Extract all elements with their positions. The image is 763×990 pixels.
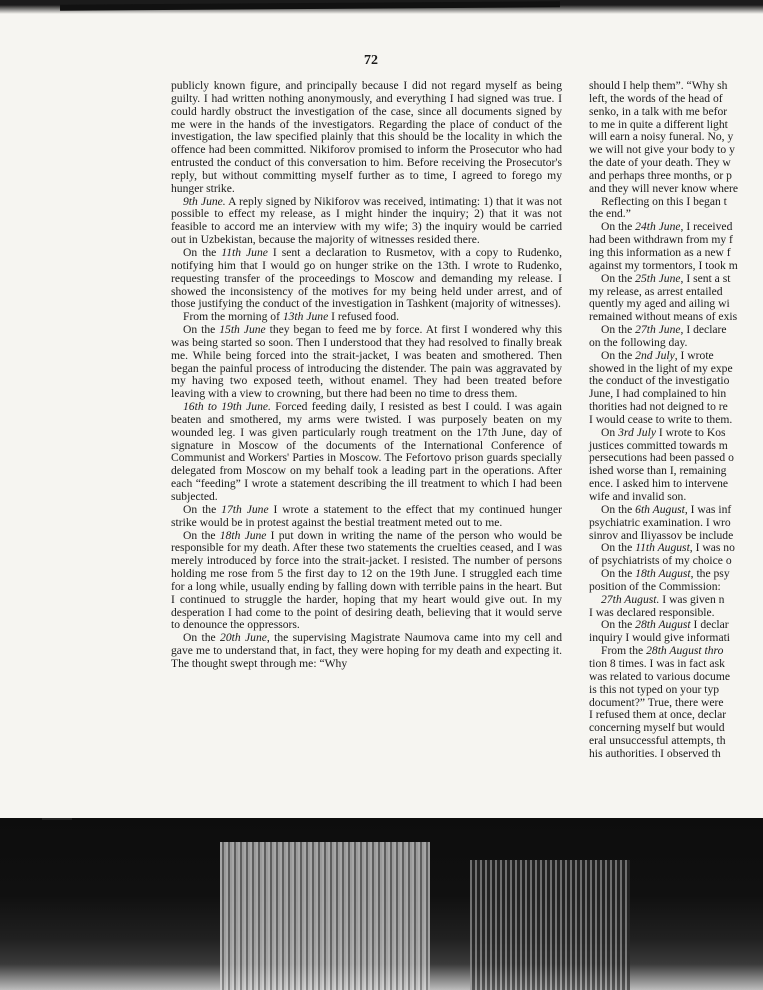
paragraph-text: I sent a declaration to Rusmetov, with a copy to Rudenko, notifying him that I would go on hunger strike on the 13th. I wrote to Rudenko, requesting transfer of the proceedings to Moscow and demanding my release. I showed the inconsistency of the motives for my being held under arrest, and of those justifying the conduct of the investigation in Tashkent (majority of witnesses). (171, 245, 562, 311)
paragraph-text: On the (183, 323, 220, 337)
paragraph-text: On the (183, 502, 222, 516)
paragraph-text: , I received (680, 220, 733, 234)
paragraph-text: On the (183, 528, 220, 542)
paragraph-text: On the (183, 631, 221, 645)
paragraph-text: the date of your death. They w (589, 156, 731, 170)
paragraph-text: Forced feeding daily, I resisted as best I could. I was again beaten and smothered, my arms were twisted. I was purposely beaten on my wounded leg. I was given particularly rough treatment on the 17th June, day of signature in Moscow of the documents of the International Conference of Communist and Workers' Parties in Moscow. The Fefortovo prison guards specially delegated from Moscow on my behalf took a leading part in the operations. After each “feeding” I wrote a statement describing the ill treatment to which I had been subjected. (171, 400, 562, 503)
paragraph-text: I would cease to write to them. (589, 412, 733, 426)
paragraph-text: Reflecting on this I began t (601, 194, 727, 208)
paragraph-text: ished worse than I, remaining (589, 464, 727, 478)
paragraph (171, 80, 562, 196)
paragraph-text: ence. I asked him to intervene (589, 477, 729, 491)
date-emphasis: 2nd July (635, 348, 675, 362)
date-emphasis: 9th June. (183, 194, 226, 208)
date-emphasis: 11th August (635, 541, 690, 555)
paragraph-text: , I wrote (674, 348, 714, 362)
date-emphasis: 27th June (635, 323, 681, 337)
date-emphasis: 15th June (219, 323, 266, 337)
paragraph-text: is this not typed on your typ (589, 682, 720, 696)
paragraph-text: the end.” (589, 207, 631, 221)
paragraph-text: senko, in a talk with me befor (589, 104, 728, 118)
paragraph-text: On the (601, 323, 636, 337)
scan-bottom-artifact-2 (470, 860, 630, 990)
date-emphasis: 18th August (635, 567, 691, 581)
paragraph (171, 632, 562, 671)
paragraph-text: I refused them at once, declar (589, 708, 727, 722)
paragraph-text: , I sent a st (680, 271, 731, 285)
paragraph-text: on the following day. (589, 335, 688, 349)
date-emphasis: 18th June (219, 528, 267, 542)
paragraph-text: thorities had not deigned to re (589, 400, 728, 414)
paragraph-text: On (601, 425, 619, 439)
paragraph (589, 748, 763, 761)
paragraph-text: document?” True, there were (589, 695, 724, 709)
paragraph-text: I put down in writing the name of the person who would be responsible for my death. After these two statements the cruelties ceased, and I was merely introduced by force into the strait-jacket. I resisted. The number of persons holding me rose from 5 the first day to 12 on the 19th June. I struggled each time for a long while, usually ending by falling down with terrible pains in the heart. But I continued to struggle the harder, hoping that my heart would give out. In my desperation I had come to the point of desiring death, believing that it would serve to denounce the oppressors. (171, 528, 562, 632)
paragraph-text: On the (601, 220, 636, 234)
paragraph-text: psychiatric examination. I wro (589, 515, 731, 529)
paragraph-text: , I declare (680, 323, 727, 337)
paragraph-text: sinrov and Iliyassov be include (589, 528, 734, 542)
paragraph-text: , I was no (689, 541, 735, 555)
paragraph-text: and perhaps three months, or p (589, 168, 732, 182)
paragraph-text: I was declared responsible. (589, 605, 715, 619)
paragraph-text: persecutions had been passed o (589, 451, 734, 465)
paragraph (171, 504, 562, 530)
paragraph-text: position of the Commission: (589, 579, 721, 593)
paragraph-text: we will not give your body to y (589, 143, 735, 157)
paragraph-text: I wrote a statement to the effect that my continued hunger strike would be in protest against the bestial treatment meted out to me. (171, 502, 562, 529)
paragraph-text: they began to feed me by force. At first I wondered why this was being started so soon. Then I understood that they had resolved to finally break me. While being forced into the strait-jacket, I was beaten and smothered. Then began the painful process of introducing the distender. The pain was aggravated by my having two exposed teeth, without enamel. They had been treated before leaving with a view to crowning, but there had been no time to dress them. (171, 323, 562, 401)
paragraph-text: On the (183, 245, 222, 259)
paragraph-text: On the (601, 502, 636, 516)
paragraph-text: On the (601, 618, 636, 632)
paragraph-text: quently my aged and ailing wi (589, 297, 730, 311)
paragraph-text: On the (601, 271, 636, 285)
paragraph-text: June, I had complained to hin (589, 387, 727, 401)
paragraph (171, 530, 562, 633)
paragraph-text: wife and invalid son. (589, 490, 687, 503)
paragraph-text: justices committed towards m (589, 438, 728, 452)
date-emphasis: 11th June (221, 245, 268, 259)
page-number: 72 (364, 53, 378, 68)
date-emphasis: 13th June (282, 310, 329, 324)
paragraph-text: From the (601, 644, 647, 658)
paragraph-text: tion 8 times. I was in fact ask (589, 656, 725, 670)
paragraph-text: will earn a noisy funeral. No, y (589, 130, 734, 144)
paragraph-text: of psychiatrists of my choice o (589, 554, 732, 568)
paragraph-text: showed in the light of my expe (589, 361, 733, 375)
paragraph-text: my release, as arrest entailed (589, 284, 723, 298)
date-emphasis: 28th August thro (646, 644, 724, 658)
paragraph-text: should I help them”. “Why sh (589, 79, 728, 92)
paragraph-text: , the supervising Magistrate Naumova came into my cell and gave me to understand that, in fact, they were hoping for my death and expecting it. The thought swept through me: “Why (171, 631, 562, 670)
paragraph-text: eral unsuccessful attempts, th (589, 734, 726, 748)
paragraph-text: concerning myself but would (589, 721, 725, 735)
paragraph-text: against my tormentors, I took m (589, 258, 738, 272)
paragraph-text: From the morning of (183, 310, 283, 324)
paragraph-text: , I was inf (684, 502, 732, 516)
paragraph-text: I was given n (659, 592, 725, 606)
right-text-column (589, 80, 763, 761)
scan-left-mark (42, 818, 72, 820)
paragraph-text: I declar (690, 618, 729, 632)
paragraph-text: remained without means of exis (589, 310, 738, 324)
paragraph-text: , the psy (690, 567, 730, 581)
paragraph-text: was related to various docume (589, 669, 731, 683)
paragraph-text: the conduct of the investigatio (589, 374, 730, 388)
paragraph-text: On the (601, 541, 636, 555)
paragraph (171, 196, 562, 247)
date-emphasis: 27th August. (601, 592, 660, 606)
paragraph-text: ing this information as a new f (589, 245, 731, 259)
paragraph-text: inquiry I would give informati (589, 631, 731, 645)
date-emphasis: 6th August (635, 502, 685, 516)
paragraph-text: his authorities. I observed th (589, 746, 721, 760)
date-emphasis: 24th June (635, 220, 681, 234)
date-emphasis: 16th to 19th June. (183, 400, 271, 414)
paragraph (171, 401, 562, 504)
paragraph-text: publicly known figure, and principally because I did not regard myself as being guilty. I had written nothing anonymously, and everything I had signed was true. I could hardly obstruct the investigation of the case, since all documents signed by me were in the hands of the investigators. Regarding the place of conduct of the investigation, the law specified plainly that this should be the locality in which the offence had been committed. Nikiforov promised to inform the Prosecutor who had entrusted the conduct of this conversation to him. Before receiving the Prosecutor's reply, but without committing myself further as to time, I agreed to forego my hunger strike. (171, 79, 562, 195)
paragraph-text: I refused food. (328, 310, 400, 324)
paragraph-text: had been withdrawn from my f (589, 233, 733, 247)
paragraph-text: and they will never know where (589, 181, 739, 195)
date-emphasis: 17th June (221, 502, 269, 516)
paragraph-text: left, the words of the head of (589, 91, 723, 105)
paragraph (171, 247, 562, 311)
left-text-column (171, 80, 562, 671)
scan-bottom-artifact (220, 842, 430, 990)
date-emphasis: 28th August (635, 618, 691, 632)
paragraph-text: On the (601, 348, 636, 362)
paragraph (171, 324, 562, 401)
date-emphasis: 25th June (635, 271, 681, 285)
paragraph-text: to me in quite a different light (589, 117, 728, 131)
paragraph-text: A reply signed by Nikiforov was received, intimating: 1) that it was not possible to effect my release, as I might hinder the inquiry; 2) that it was not feasible to accord me an interview with my wife; 3) the inquiry would be carried out in Uzbekistan, because the majority of witnesses resided there. (171, 194, 562, 247)
paragraph-text: On the (601, 567, 636, 581)
paragraph-text: I wrote to Kos (655, 425, 726, 439)
date-emphasis: 20th June (220, 631, 267, 645)
date-emphasis: 3rd July (618, 425, 656, 439)
